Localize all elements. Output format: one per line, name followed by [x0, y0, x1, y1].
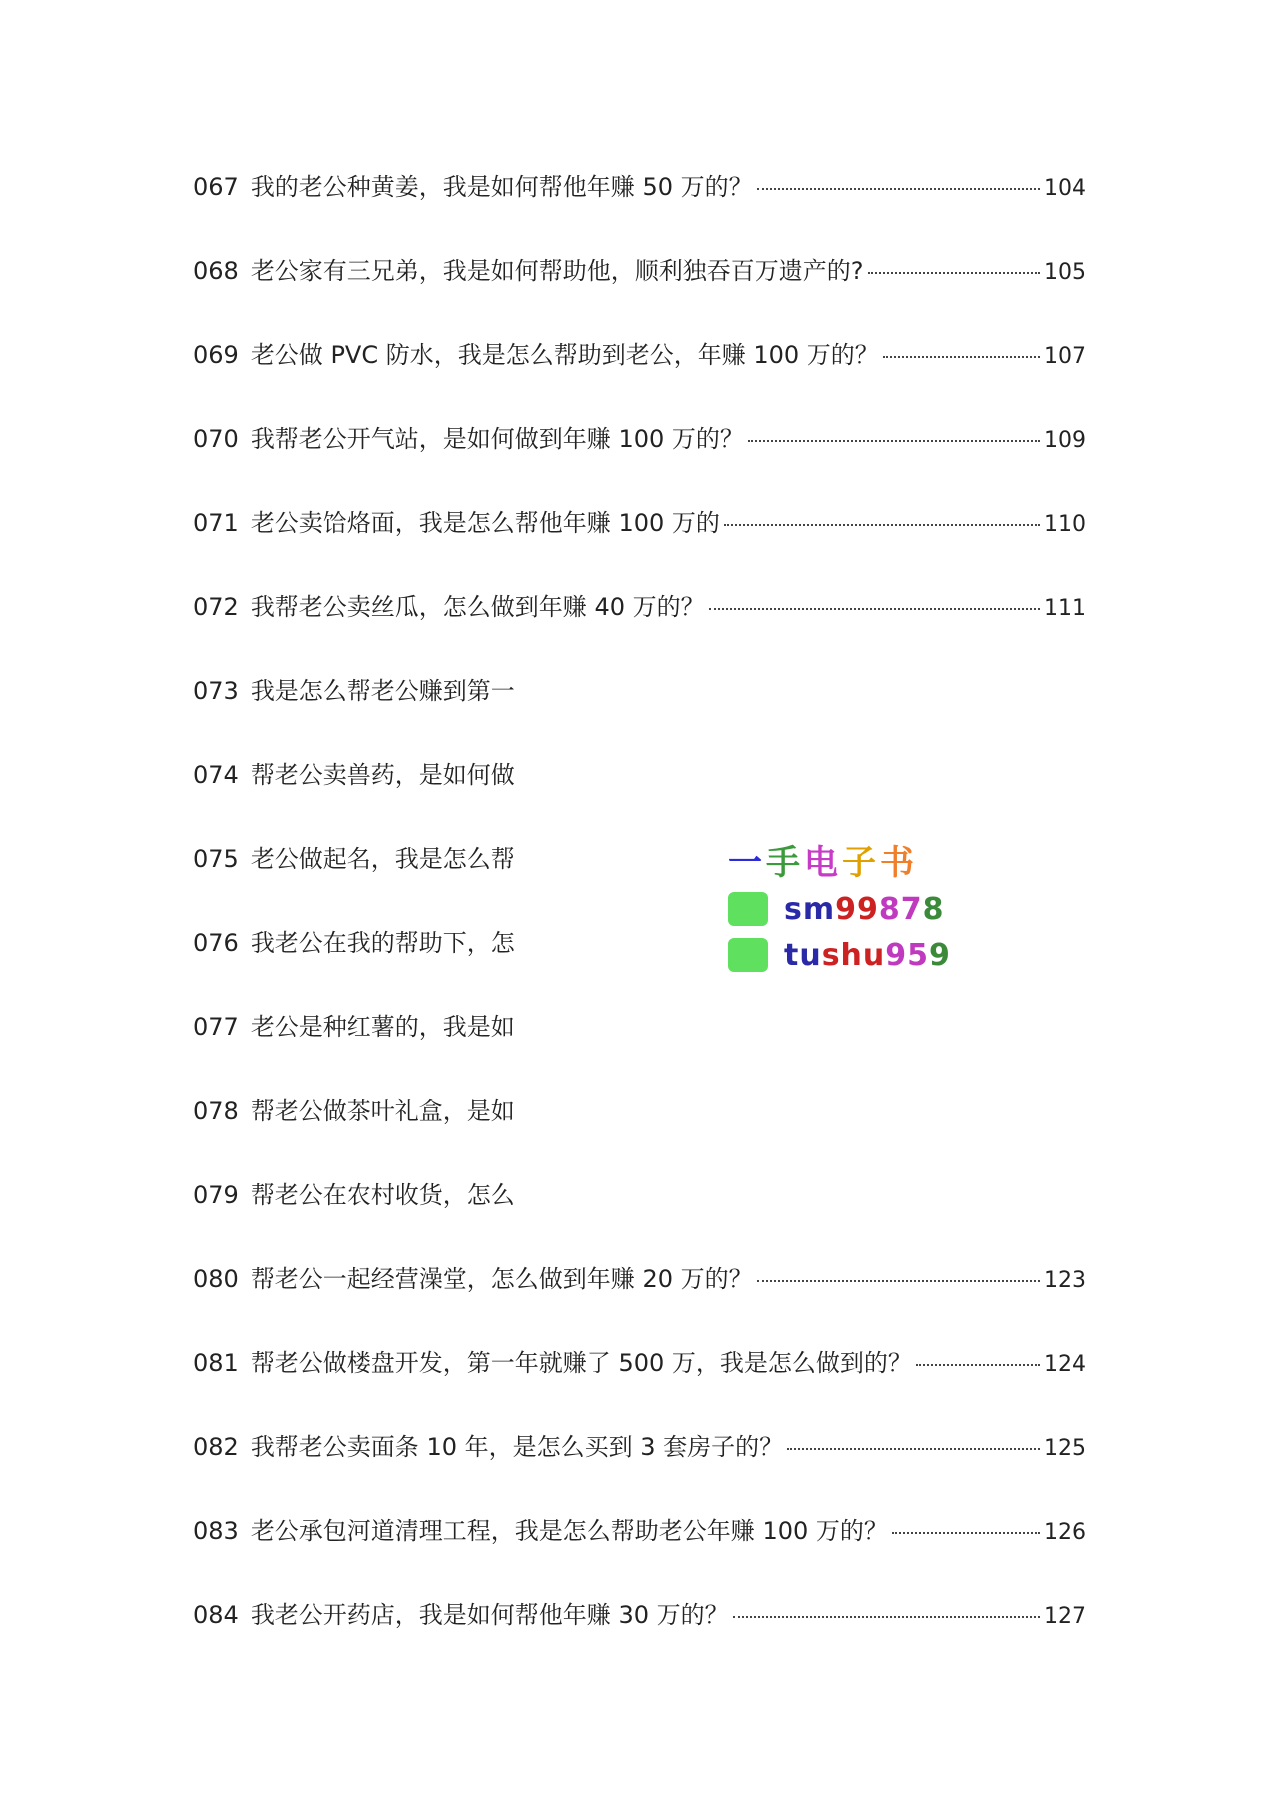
entry-number: 083 [193, 1517, 239, 1545]
entry-number: 070 [193, 425, 239, 453]
toc-entry[interactable] [193, 1432, 1086, 1516]
entry-page-number: 125 [1044, 1436, 1086, 1461]
watermark-contact-id: sm99878 [784, 891, 945, 927]
toc-entry[interactable] [193, 1600, 1086, 1684]
toc-entry[interactable] [193, 592, 1086, 676]
entry-page-number: 110 [1044, 512, 1086, 537]
entry-page-number: 107 [1044, 344, 1086, 369]
watermark [728, 840, 958, 978]
dot-leader [757, 1279, 1040, 1282]
entry-title: 老公卖饸烙面，我是怎么帮他年赚 100 万的 [250, 509, 720, 537]
watermark-contact-row [728, 932, 958, 978]
entry-title: 我帮老公卖丝瓜，怎么做到年赚 40 万的？ [250, 593, 705, 621]
dot-leader [724, 523, 1040, 526]
entry-title: 老公承包河道清理工程，我是怎么帮助老公年赚 100 万的？ [250, 1517, 888, 1545]
toc-entry[interactable] [193, 1264, 1086, 1348]
entry-number: 075 [193, 845, 239, 873]
entry-page-number: 127 [1044, 1604, 1086, 1629]
entry-number: 081 [193, 1349, 239, 1377]
entry-number: 080 [193, 1265, 239, 1293]
watermark-char: 一 [728, 843, 766, 883]
entry-number: 082 [193, 1433, 239, 1461]
dot-leader [916, 1363, 1040, 1366]
entry-number: 074 [193, 761, 239, 789]
toc-entry[interactable] [193, 256, 1086, 340]
entry-title: 老公家有三兄弟，我是如何帮助他，顺利独吞百万遗产的? [250, 257, 864, 285]
toc-entry[interactable] [193, 424, 1086, 508]
entry-title: 老公做 PVC 防水，我是怎么帮助到老公，年赚 100 万的？ [250, 341, 879, 369]
toc-entry[interactable] [193, 1348, 1086, 1432]
toc-entry[interactable] [193, 1012, 1086, 1096]
entry-number: 073 [193, 677, 239, 705]
wechat-icon [728, 892, 768, 926]
entry-page-number: 104 [1044, 176, 1086, 201]
dot-leader [787, 1447, 1040, 1450]
entry-number: 072 [193, 593, 239, 621]
entry-number: 077 [193, 1013, 239, 1041]
watermark-contact-row [728, 886, 958, 932]
dot-leader [709, 607, 1040, 610]
watermark-contact-id: tushu959 [784, 937, 951, 973]
toc-entry[interactable] [193, 760, 1086, 844]
dot-leader [868, 271, 1040, 274]
watermark-title [728, 840, 958, 886]
entry-title: 老公做起名，我是怎么帮 [250, 845, 515, 873]
dot-leader [733, 1615, 1040, 1618]
toc-entry[interactable] [193, 508, 1086, 592]
toc-entry[interactable] [193, 1096, 1086, 1180]
toc-entry[interactable] [193, 340, 1086, 424]
watermark-char: 书 [880, 843, 918, 883]
watermark-char: 手 [766, 843, 804, 883]
entry-page-number: 105 [1044, 260, 1086, 285]
entry-title: 我老公开药店，我是如何帮他年赚 30 万的？ [250, 1601, 729, 1629]
entry-title: 帮老公卖兽药，是如何做 [250, 761, 515, 789]
watermark-char: 子 [842, 843, 880, 883]
entry-page-number: 126 [1044, 1520, 1086, 1545]
entry-title: 我的老公种黄姜，我是如何帮他年赚 50 万的？ [250, 173, 753, 201]
dot-leader [748, 439, 1040, 442]
dot-leader [883, 355, 1040, 358]
entry-number: 068 [193, 257, 239, 285]
entry-title: 老公是种红薯的，我是如 [250, 1013, 515, 1041]
entry-title: 帮老公做楼盘开发，第一年就赚了 500 万，我是怎么做到的？ [250, 1349, 912, 1377]
entry-number: 079 [193, 1181, 239, 1209]
entry-number: 071 [193, 509, 239, 537]
entry-number: 076 [193, 929, 239, 957]
dot-leader [892, 1531, 1040, 1534]
entry-number: 078 [193, 1097, 239, 1125]
dot-leader [757, 187, 1040, 190]
entry-number: 069 [193, 341, 239, 369]
entry-page-number: 111 [1044, 596, 1086, 621]
toc-entry[interactable] [193, 172, 1086, 256]
watermark-char: 电 [804, 843, 842, 883]
entry-page-number: 123 [1044, 1268, 1086, 1293]
entry-title: 我帮老公开气站，是如何做到年赚 100 万的？ [250, 425, 744, 453]
entry-page-number: 124 [1044, 1352, 1086, 1377]
entry-title: 我老公在我的帮助下，怎 [250, 929, 515, 957]
entry-number: 084 [193, 1601, 239, 1629]
entry-title: 帮老公做茶叶礼盒，是如 [250, 1097, 515, 1125]
wechat-icon [728, 938, 768, 972]
toc-entry[interactable] [193, 1516, 1086, 1600]
entry-title: 帮老公一起经营澡堂，怎么做到年赚 20 万的？ [250, 1265, 753, 1293]
entry-number: 067 [193, 173, 239, 201]
toc-entry[interactable] [193, 676, 1086, 760]
entry-title: 帮老公在农村收货，怎么 [250, 1181, 515, 1209]
entry-title: 我是怎么帮老公赚到第一 [250, 677, 515, 705]
toc-entry[interactable] [193, 1180, 1086, 1264]
entry-page-number: 109 [1044, 428, 1086, 453]
entry-title: 我帮老公卖面条 10 年，是怎么买到 3 套房子的？ [250, 1433, 784, 1461]
